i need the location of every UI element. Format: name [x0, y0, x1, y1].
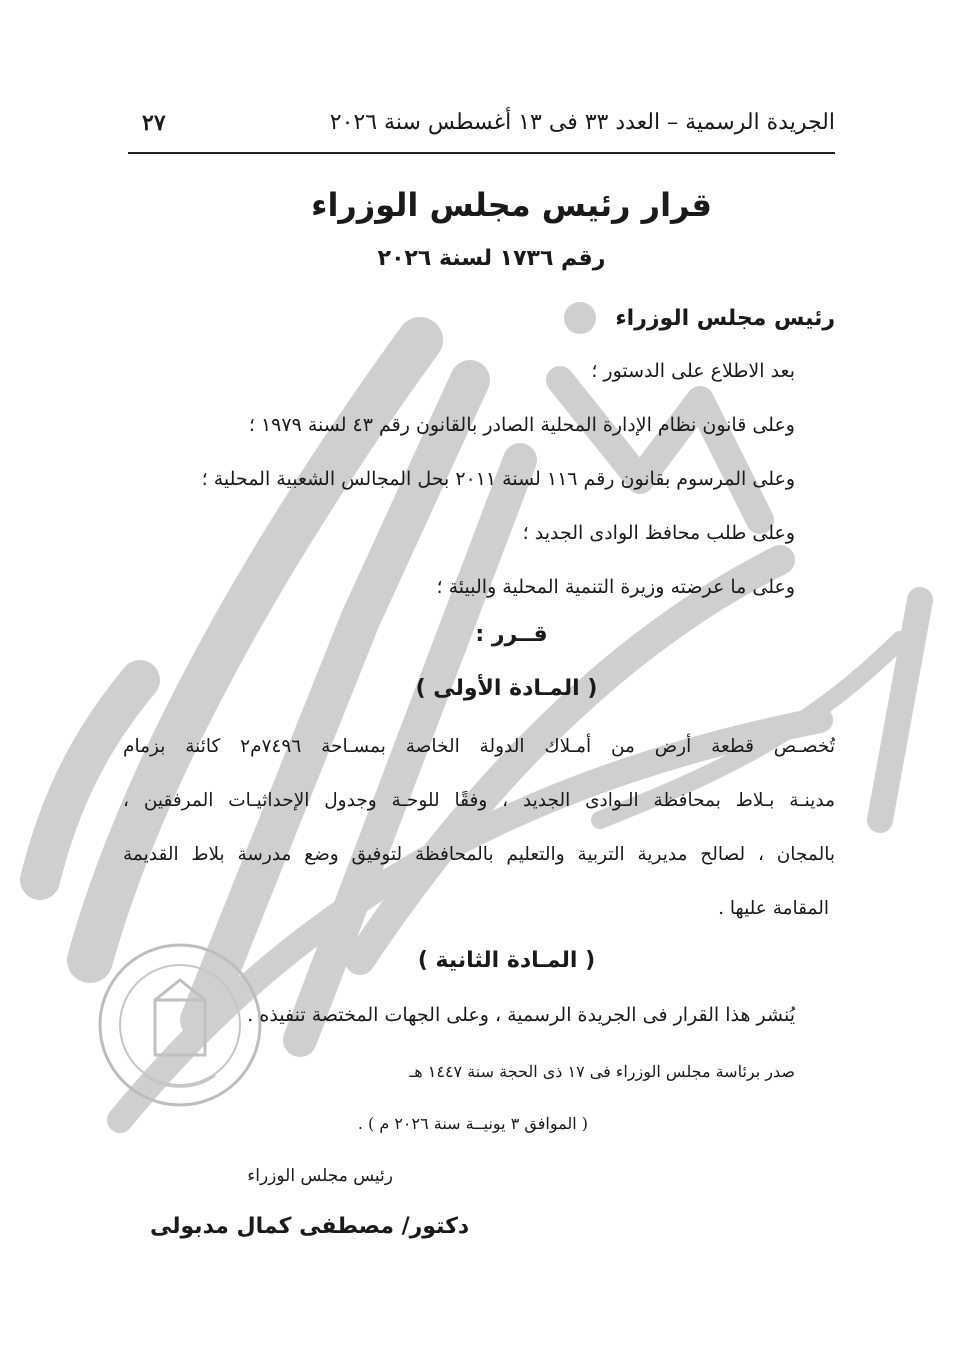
decree-issuer: رئيس مجلس الوزراء: [615, 306, 835, 331]
recital-decree-law: وعلى المرسوم بقانون رقم ١١٦ لسنة ٢٠١١ بحل المجالس الشعبية المحلية ؛: [201, 468, 795, 490]
recital-local-admin-law: وعلى قانون نظام الإدارة المحلية الصادر بالقانون رقم ٤٣ لسنة ١٩٧٩ ؛: [248, 414, 795, 436]
gazette-header: [128, 108, 835, 154]
article-2-heading: ( المـادة الثانية ): [417, 948, 596, 973]
page-number: ٢٧: [142, 110, 166, 136]
decree-title: قرار رئيس مجلس الوزراء: [311, 186, 712, 224]
article-1-heading: ( المـادة الأولى ): [415, 676, 598, 701]
signature-name: دكتور/ مصطفى كمال مدبولى: [150, 1214, 470, 1239]
gazette-header-title: الجريدة الرسمية – العدد ٣٣ فى ١٣ أغسطس سنة ٢٠٢٦: [329, 110, 835, 135]
article-1-line-3: بالمجان ، لصالح مديرية التربية والتعليم بالمحافظة لتوفيق وضع مدرسة بلاط القديمة: [123, 844, 835, 865]
article-1-line-1: تُخصـص قطعة أرض من أمـلاك الدولة الخاصة بمسـاحة ٧٤٩٦م٢ كائنة بزمام: [123, 736, 836, 757]
decree-number: رقم ١٧٣٦ لسنة ٢٠٢٦: [377, 246, 606, 271]
recital-governor-request: وعلى طلب محافظ الوادى الجديد ؛: [522, 522, 795, 544]
recital-minister-proposal: وعلى ما عرضته وزيرة التنمية المحلية والبيئة ؛: [436, 576, 795, 598]
issued-date-hijri: صدر برئاسة مجلس الوزراء فى ١٧ ذى الحجة سنة ١٤٤٧ هـ: [409, 1062, 795, 1081]
recital-constitution: بعد الاطلاع على الدستور ؛: [591, 360, 795, 382]
article-2-text: يُنشر هذا القرار فى الجريدة الرسمية ، وعلى الجهات المختصة تنفيذه .: [247, 1004, 795, 1026]
signature-title: رئيس مجلس الوزراء: [247, 1166, 393, 1186]
issued-date-gregorian: ( الموافق ٣ يونيــة سنة ٢٠٢٦ م ) .: [357, 1114, 588, 1133]
article-1-line-4: المقامة عليها .: [718, 898, 829, 919]
article-1-line-2: مدينـة بـلاط بمحافظة الـوادى الجديد ، وفقًا للوحـة وجدول الإحداثيـات المرفقين ،: [123, 790, 835, 811]
decided-heading: قــرر :: [475, 622, 548, 647]
